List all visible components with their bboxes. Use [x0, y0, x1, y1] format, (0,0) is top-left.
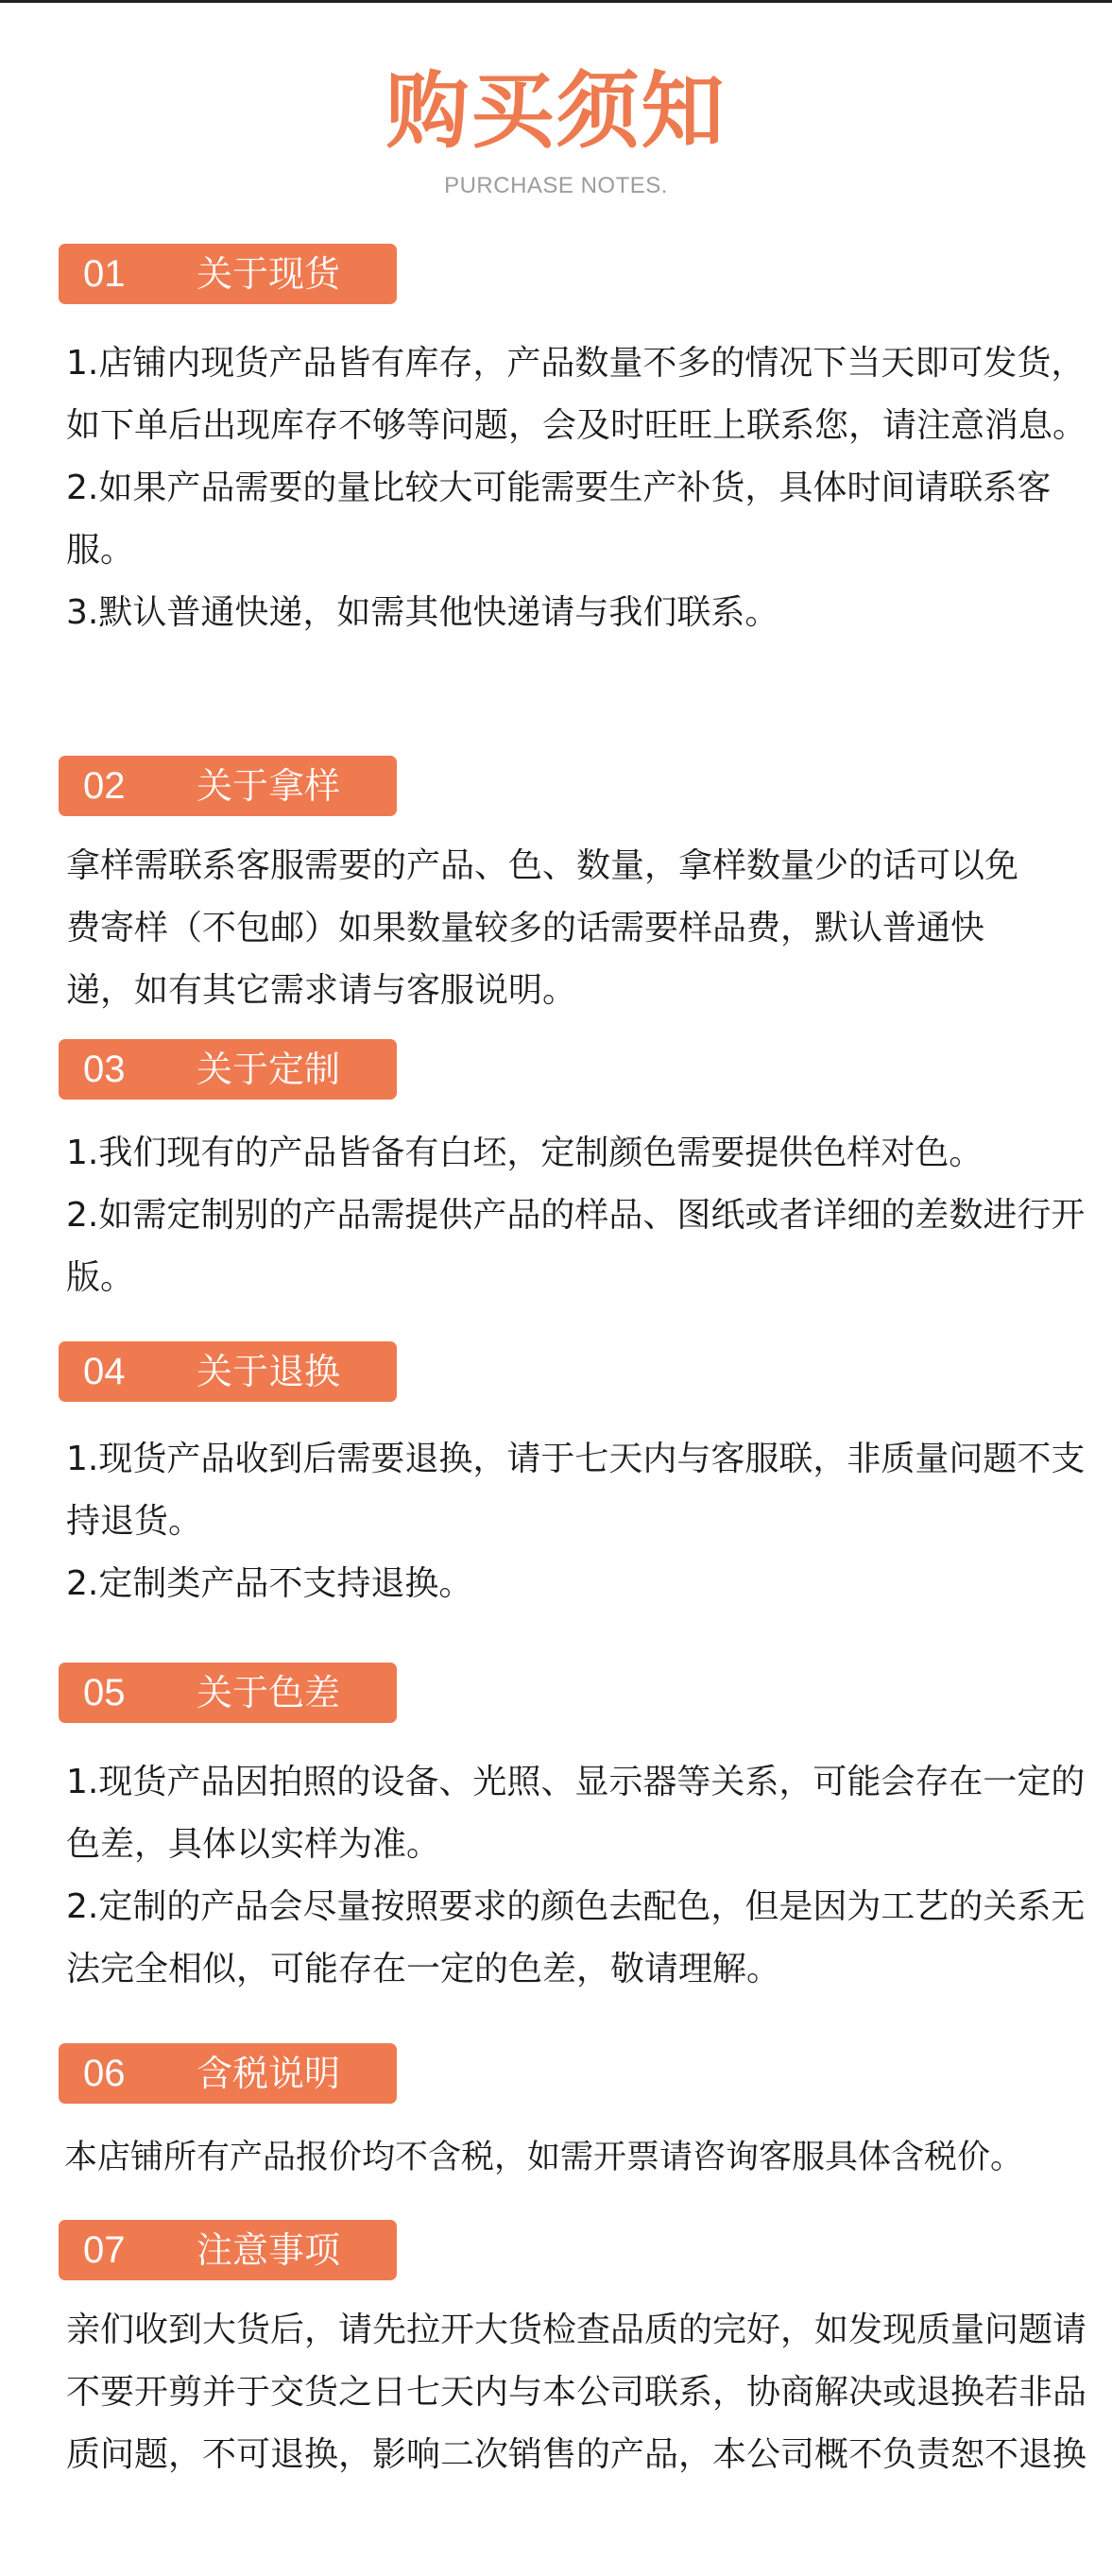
section-body: [64, 2126, 1103, 2189]
paragraph: 2.定制类产品不支持退换。: [66, 1564, 473, 1603]
section-label: 关于拿样: [197, 765, 341, 807]
section-number: 04: [83, 1351, 126, 1392]
section-body: [66, 333, 1086, 644]
paragraph: 2.定制的产品会尽量按照要求的颜色去配色，但是因为工艺的关系无法完全相似，可能存在一定的色差，敬请理解。: [66, 1887, 1086, 1988]
section-body: [66, 2299, 1096, 2486]
section-number: 05: [83, 1672, 126, 1714]
section-label: 关于现货: [197, 253, 341, 295]
section-body: [66, 1751, 1086, 2001]
section-number: 01: [83, 253, 126, 295]
paragraph: 1.店铺内现货产品皆有库存，产品数量不多的情况下当天即可发货，如下单后出现库存不够等问题，会及时旺旺上联系您，请注意消息。: [66, 344, 1087, 445]
section-tag: [59, 2043, 397, 2104]
section-tag: [59, 1663, 397, 1723]
section-number: 06: [83, 2053, 126, 2094]
paragraph: 1.现货产品收到后需要退换，请于七天内与客服联，非质量问题不支持退货。: [66, 1440, 1086, 1541]
section-label: 关于定制: [197, 1049, 341, 1090]
paragraph: 2.如需定制别的产品需提供产品的样品、图纸或者详细的差数进行开版。: [66, 1196, 1086, 1297]
paragraph: 本店铺所有产品报价均不含税，如需开票请咨询客服具体含税价。: [64, 2139, 1024, 2176]
paragraph: 1.我们现有的产品皆备有白坯，定制颜色需要提供色样对色。: [66, 1134, 984, 1172]
section-body: [66, 835, 1030, 1022]
section-body: [66, 1428, 1086, 1615]
section-number: 03: [83, 1049, 126, 1090]
paragraph: 拿样需联系客服需要的产品、色、数量，拿样数量少的话可以免费寄样（不包邮）如果数量较多的话需要样品费，默认普通快递，如有其它需求请与客服说明。: [66, 846, 1019, 1010]
top-divider: [0, 0, 1112, 3]
paragraph: 3.默认普通快递，如需其他快递请与我们联系。: [66, 593, 779, 632]
section-number: 07: [83, 2229, 126, 2271]
paragraph: 2.如果产品需要的量比较大可能需要生产补货，具体时间请联系客服。: [66, 469, 1052, 570]
section-body: [66, 1122, 1086, 1309]
page-subtitle: PURCHASE NOTES.: [444, 173, 668, 198]
paragraph: 1.现货产品因拍照的设备、光照、显示器等关系，可能会存在一定的色差，具体以实样为准。: [66, 1763, 1086, 1864]
section-label: 关于退换: [197, 1351, 341, 1392]
section-tag: [59, 1341, 397, 1402]
section-tag: [59, 2220, 397, 2280]
section-tag: [59, 1039, 397, 1100]
section-label: 含税说明: [197, 2053, 341, 2094]
paragraph: 亲们收到大货后，请先拉开大货检查品质的完好，如发现质量问题请不要开剪并于交货之日七天内与本公司联系，协商解决或退换若非品质问题，不可退换，影响二次销售的产品，本公司概不负责恕不退换: [66, 2311, 1087, 2474]
page-title: 购买须知: [385, 61, 727, 160]
section-label: 注意事项: [197, 2229, 341, 2271]
section-tag: [59, 756, 397, 816]
section-number: 02: [83, 765, 126, 807]
section-tag: [59, 244, 397, 304]
section-label: 关于色差: [197, 1672, 341, 1714]
